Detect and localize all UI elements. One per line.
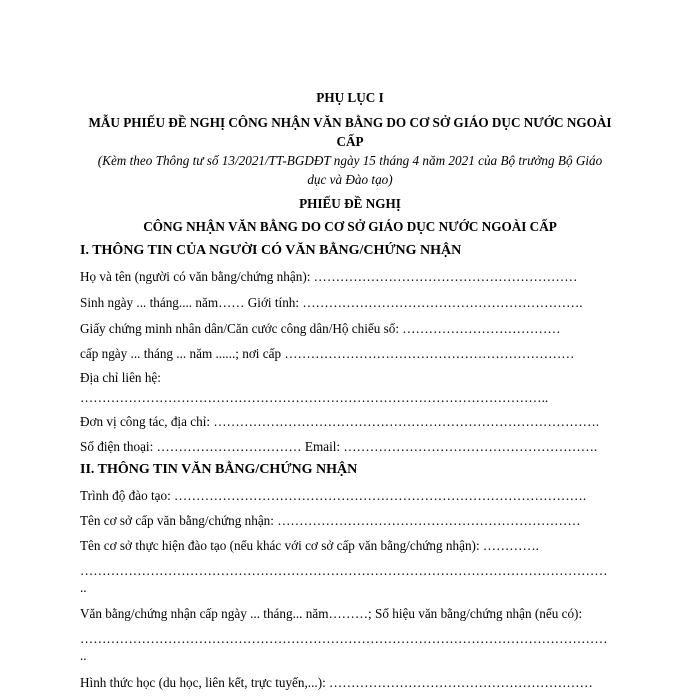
field-address-dots: …………………………………………………………………………………………….. [80, 390, 549, 405]
reference-line2: dục và Đào tạo) [307, 172, 393, 187]
field-address-label: Địa chỉ liên hệ: [80, 370, 161, 385]
field-birth-gender: Sinh ngày ... tháng.... năm…… Giới tính: ………………………………………………………. [80, 295, 583, 310]
field-training-institution-cont: .. [80, 580, 87, 595]
appendix-title: PHỤ LỤC I [316, 90, 384, 105]
field-id-issue: cấp ngày ... tháng ... năm ......; nơi cấp ………………………………………………………… [80, 346, 575, 361]
field-phone-email: Số điện thoại: …………………………… Email: …………………………………………………. [80, 439, 598, 454]
reference-line1: (Kèm theo Thông tư số 13/2021/TT-BGDĐT ngày 15 tháng 4 năm 2021 của Bộ trưởng Bộ Giáo [97, 153, 603, 168]
field-training-institution: Tên cơ sở thực hiện đào tạo (nếu khác với cơ sở cấp văn bằng/chứng nhận): …………. [80, 538, 539, 553]
field-issue-number-cont: .. [80, 648, 87, 663]
field-id-number: Giấy chứng minh nhân dân/Căn cước công dân/Hộ chiếu số: ……………………………… [80, 321, 561, 336]
form-title-line2: CẤP [336, 134, 364, 149]
section2-heading: II. THÔNG TIN VĂN BẰNG/CHỨNG NHẬN [80, 462, 358, 477]
document-subtitle: CÔNG NHẬN VĂN BẰNG DO CƠ SỞ GIÁO DỤC NƯỚC NGOÀI CẤP [143, 219, 557, 234]
field-issuing-institution: Tên cơ sở cấp văn bằng/chứng nhận: …………………………………………………………… [80, 513, 581, 528]
field-study-mode: Hình thức học (du học, liên kết, trực tuyến,...): …………………………………………………… [80, 675, 593, 690]
field-workplace: Đơn vị công tác, địa chỉ: ……………………………………………………………………………. [80, 414, 600, 429]
form-title-line1: MẪU PHIẾU ĐỀ NGHỊ CÔNG NHẬN VĂN BẰNG DO CƠ SỞ GIÁO DỤC NƯỚC NGOÀI [88, 115, 612, 130]
section1-heading: I. THÔNG TIN CỦA NGƯỜI CÓ VĂN BẰNG/CHỨNG NHẬN [80, 243, 462, 258]
field-training-level: Trình độ đào tạo: …………………………………………………………………………………. [80, 488, 587, 503]
field-issue-date-number: Văn bằng/chứng nhận cấp ngày ... tháng... năm………; Số hiệu văn bằng/chứng nhận (nếu có): [80, 606, 583, 621]
document-title: PHIẾU ĐỀ NGHỊ [299, 196, 401, 211]
field-training-institution-dots: ………………………………………………………………………………………………………… [80, 563, 608, 578]
field-issue-number-dots: ………………………………………………………………………………………………………… [80, 631, 608, 646]
field-full-name: Họ và tên (người có văn bằng/chứng nhận): …………………………………………………… [80, 269, 578, 284]
